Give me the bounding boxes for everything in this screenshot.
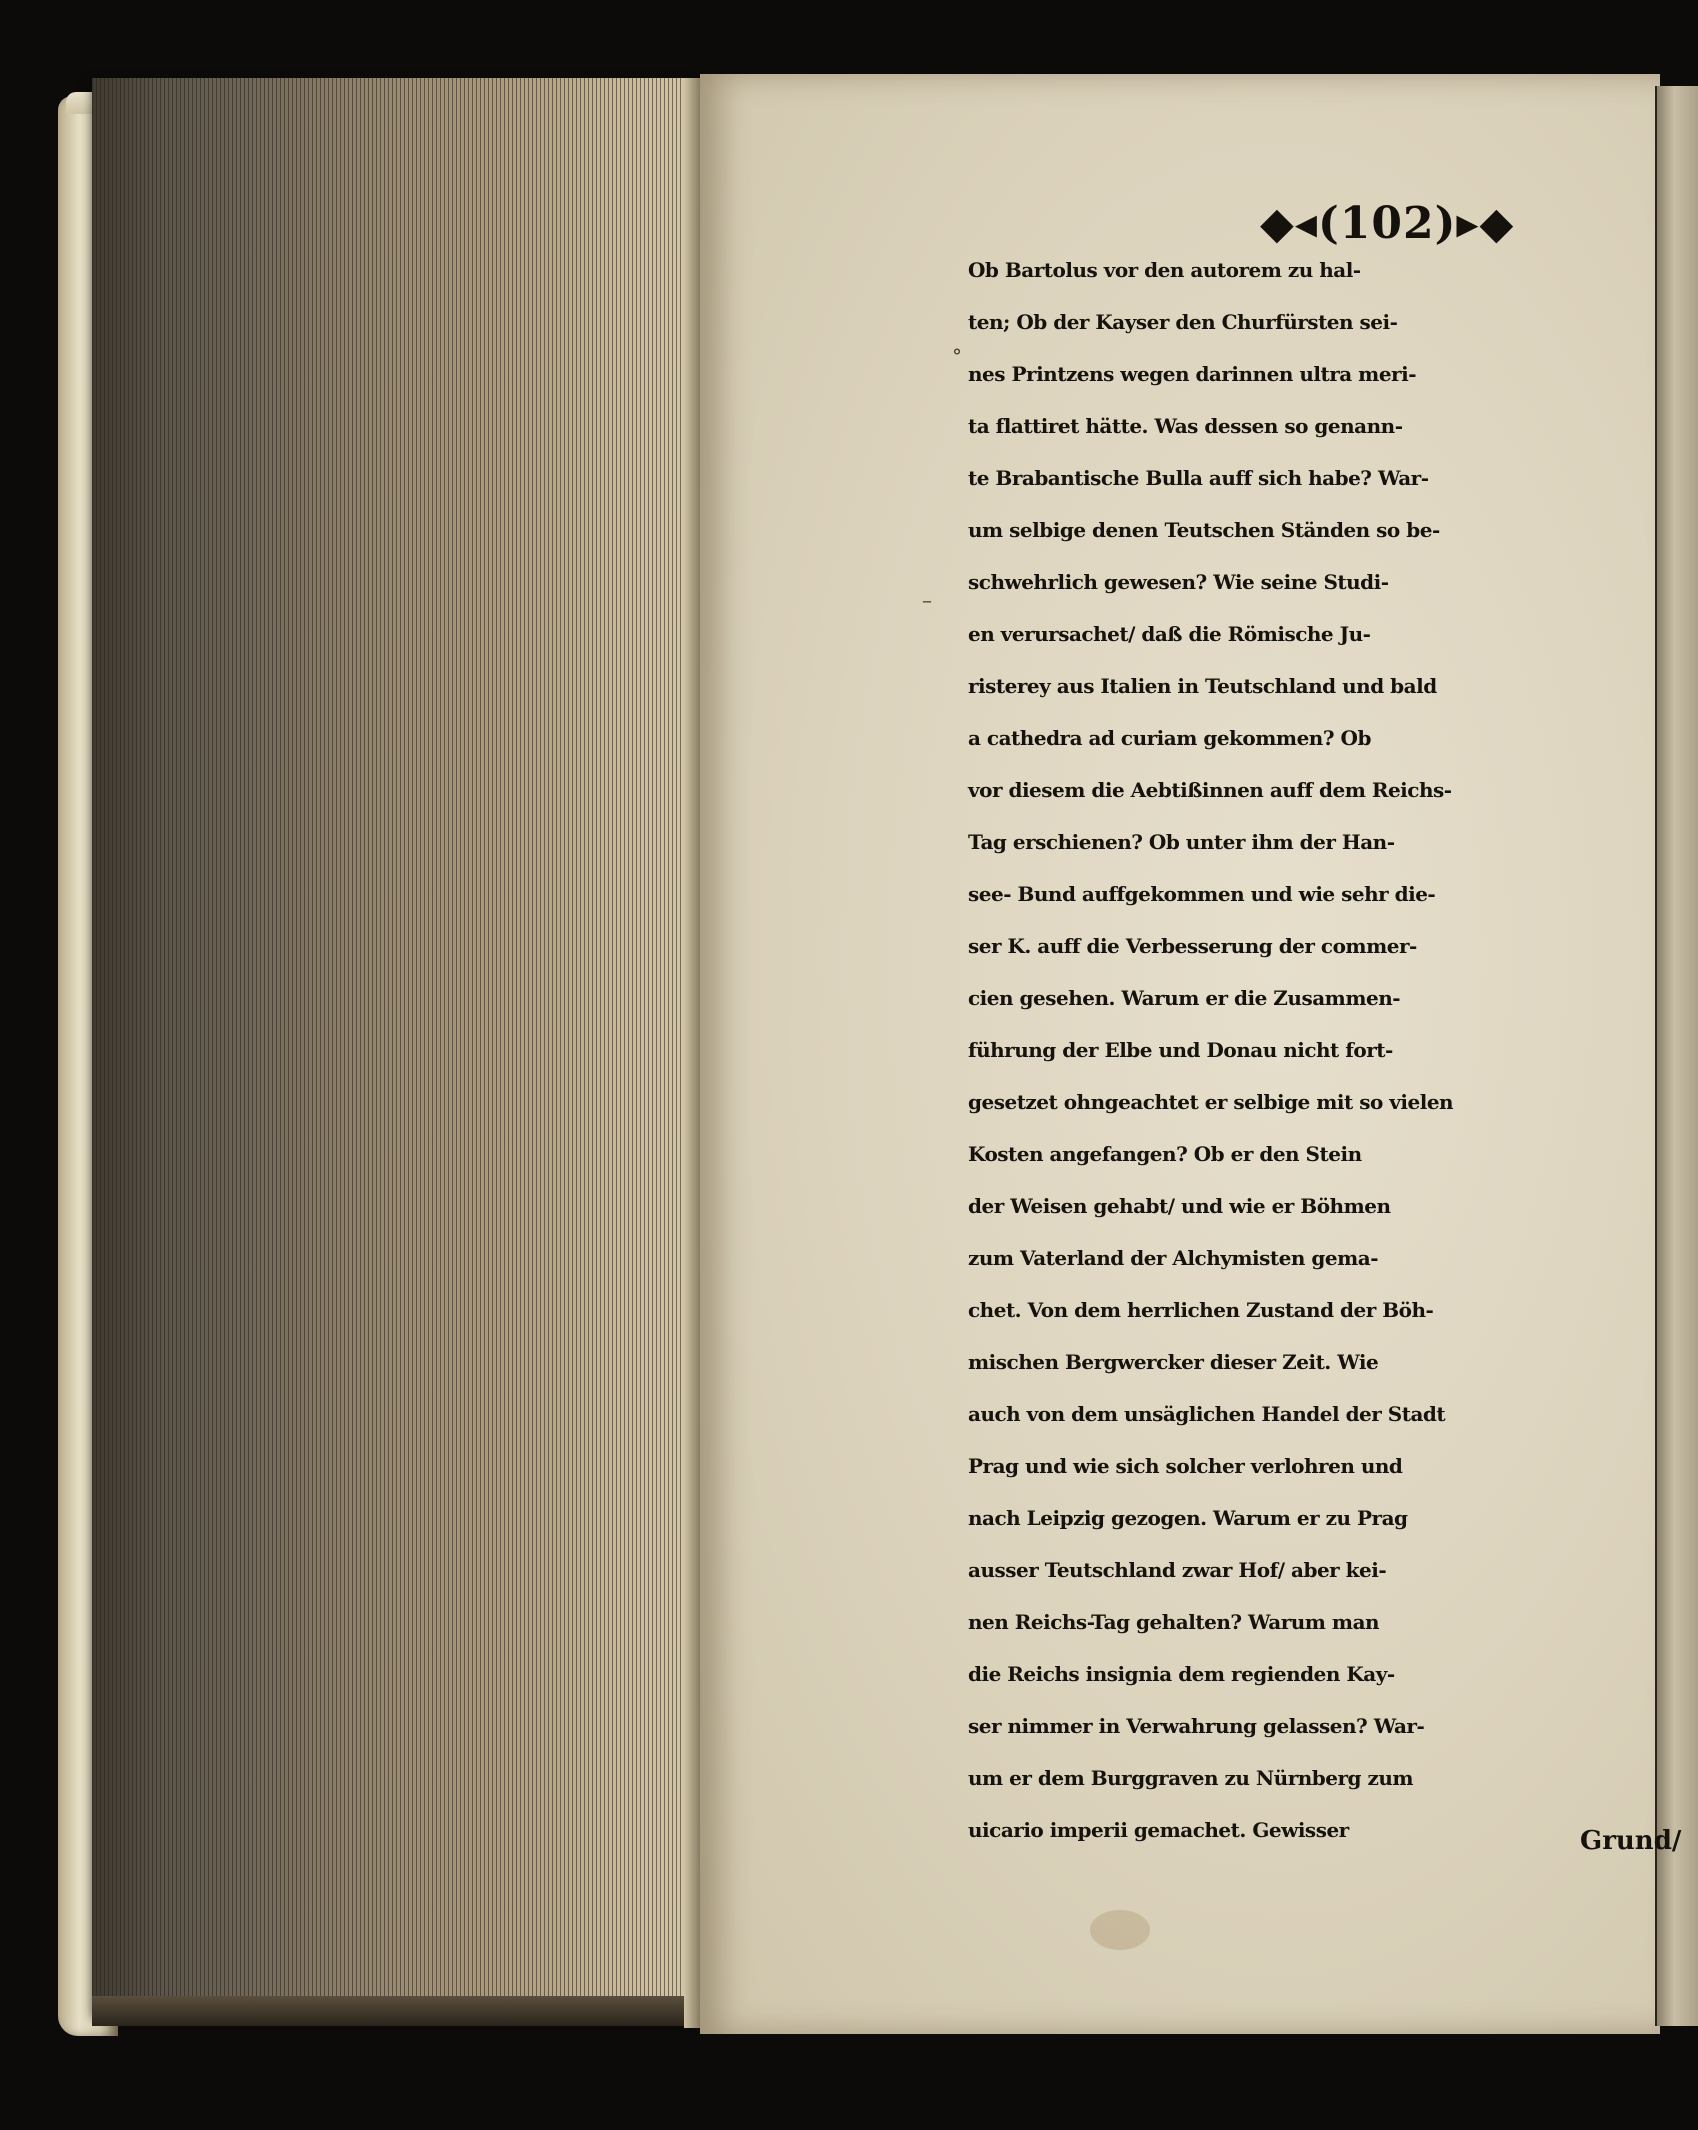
text-line: risterey aus Italien in Teutschland und bald (968, 674, 1437, 698)
text-line: uicario imperii gemachet. Gewisser (968, 1818, 1349, 1842)
text-line: der Weisen gehabt/ und wie er Böhmen (968, 1194, 1391, 1218)
text-line: Tag erschienen? Ob unter ihm der Han- (968, 830, 1395, 854)
text-line: mischen Bergwercker dieser Zeit. Wie (968, 1350, 1379, 1374)
header-ornament-left: ◆◂ (1260, 198, 1318, 249)
text-line: um selbige denen Teutschen Ständen so be- (968, 518, 1440, 542)
text-line: ser nimmer in Verwahrung gelassen? War- (968, 1714, 1425, 1738)
text-line: gesetzet ohngeachtet er selbige mit so vielen (968, 1090, 1454, 1114)
text-line: auch von dem unsäglichen Handel der Stadt (968, 1402, 1446, 1426)
text-line: te Brabantische Bulla auff sich habe? War- (968, 466, 1429, 490)
text-line: ser K. auff die Verbesserung der commer- (968, 934, 1417, 958)
text-line: zum Vaterland der Alchymisten gema- (968, 1246, 1378, 1270)
page-number-header (1260, 198, 1514, 249)
page-block-bottom (92, 1996, 702, 2026)
text-line: führung der Elbe und Donau nicht fort- (968, 1038, 1393, 1062)
text-line: ausser Teutschland zwar Hof/ aber kei- (968, 1558, 1387, 1582)
text-line: Prag und wie sich solcher verlohren und (968, 1454, 1403, 1478)
text-line: um er dem Burggraven zu Nürnberg zum (968, 1766, 1414, 1790)
text-line: see- Bund auffgekommen und wie sehr die- (968, 882, 1436, 906)
text-line: ten; Ob der Kayser den Churfürsten sei- (968, 310, 1398, 334)
text-line: nes Printzens wegen darinnen ultra meri- (968, 362, 1416, 386)
body-text (968, 244, 1668, 1856)
text-line: Kosten angefangen? Ob er den Stein (968, 1142, 1362, 1166)
header-ornament-right: ▸◆ (1456, 198, 1515, 249)
margin-mark: – (922, 588, 932, 612)
margin-mark: ° (952, 344, 962, 368)
text-line: en verursachet/ daß die Römische Ju- (968, 622, 1371, 646)
text-line: nen Reichs-Tag gehalten? Warum man (968, 1610, 1380, 1634)
text-line: schwehrlich gewesen? Wie seine Studi- (968, 570, 1389, 594)
text-line: chet. Von dem herrlichen Zustand der Böh- (968, 1298, 1434, 1322)
text-line: die Reichs insignia dem regienden Kay- (968, 1662, 1395, 1686)
text-line: vor diesem die Aebtißinnen auff dem Reichs- (968, 778, 1452, 802)
paper-stain (1090, 1910, 1150, 1950)
text-line: ta flattiret hätte. Was dessen so genann- (968, 414, 1403, 438)
text-line: cien gesehen. Warum er die Zusammen- (968, 986, 1401, 1010)
text-line: nach Leipzig gezogen. Warum er zu Prag (968, 1506, 1408, 1530)
page-number: (102) (1317, 198, 1457, 249)
catchword: Grund/ (1580, 1826, 1682, 1856)
text-line: Ob Bartolus vor den autorem zu hal- (968, 258, 1361, 282)
text-line: a cathedra ad curiam gekommen? Ob (968, 726, 1371, 750)
page-block-edges (92, 78, 690, 2014)
